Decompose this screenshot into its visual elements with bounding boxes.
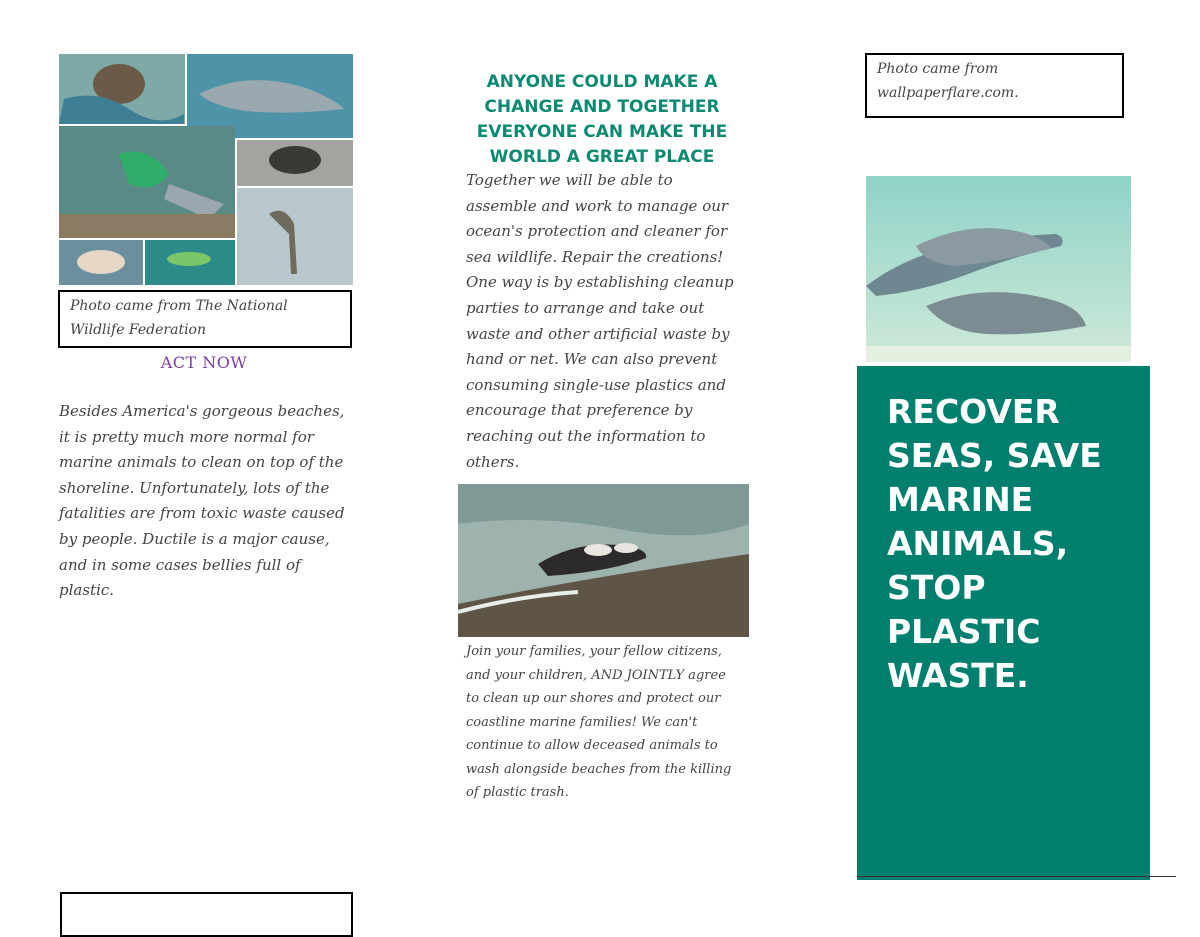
middle-closing-text (466, 640, 738, 805)
right-photo-credit: Photo came from wallpaperflare.com. (877, 61, 1019, 101)
dolphins-underwater-photo (866, 176, 1131, 362)
panel-headline: RECOVER SEAS, SAVE MARINE ANIMALS, STOP PLASTIC WASTE. (887, 392, 1102, 695)
marine-animals-collage-photo (59, 54, 353, 285)
left-photo-credit-box (58, 290, 352, 348)
middle-heading: ANYONE COULD MAKE A CHANGE AND TOGETHER EVERYONE CAN MAKE THE WORLD A GREAT PLACE (476, 72, 728, 167)
middle-body-text (466, 168, 738, 475)
bottom-rule-line (857, 876, 1176, 877)
middle-body-paragraph: Together we will be able to assemble and work to manage our ocean's protection and cleaner for sea wildlife. Repair the creations! One way is by establishing cleanup parties to arrange and take out waste and other artificial waste by hand or net. We can also prevent consuming single-use plastics and encourage that preference by reaching out the information to others. (466, 171, 734, 471)
dead-whale-on-beach-photo (458, 484, 749, 637)
left-body-text (59, 399, 355, 604)
right-photo-credit-box (865, 53, 1124, 118)
left-body-paragraph: Besides America's gorgeous beaches, it is pretty much more normal for marine animals to clean on top of the shoreline. Unfortunately, lots of the fatalities are from toxic waste caused by people. Ductile is a major cause, and in some cases bellies full of plastic. (59, 402, 345, 600)
act-now-heading: ACT NOW (160, 353, 248, 372)
middle-closing-paragraph: Join your families, your fellow citizens, and your children, AND JOINTLY agree to clean up our shores and protect our coastline marine families! We can't continue to allow deceased animals to wash alongside beaches from the killing of plastic trash. (466, 644, 732, 800)
empty-caption-box (60, 892, 353, 937)
left-photo-credit: Photo came from The National Wildlife Federation (70, 298, 288, 338)
